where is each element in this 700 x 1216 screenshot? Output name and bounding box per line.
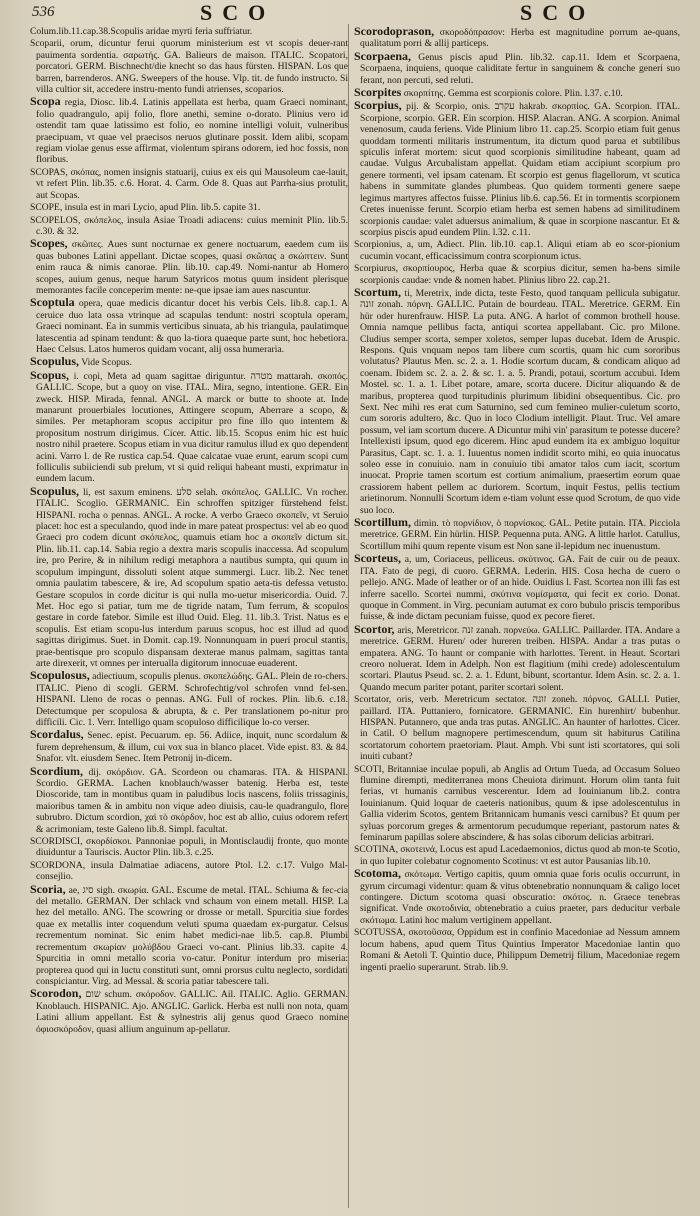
entry-headword: Scorodoprason, [354,26,435,38]
dictionary-entry [30,38,348,95]
running-head-right: SCO [520,0,596,25]
right-column [354,26,680,1206]
page-number: 536 [32,4,55,20]
dictionary-entry [354,26,680,50]
dictionary-entry [30,202,348,213]
entry-headword: Scopulosus, [30,668,90,683]
entry-headword: Scopulus, [30,354,80,369]
entry-text: pij. & Scorpio, onis. עקרב hakrab. σκορπίος. GA. Scorpion. ITAL. Scorpione, scorpio. GER. Ein scorpion. HISP. Alacran. ANG. A scorpion. Animal venenosum, cauda feriens. Vide Plinium libro 11. cap.25. Scorpio etiam fuit genus quoddam tormenti militaris instrumentum, ita dictum quod parua et subtilibus spiculis inferat mortem: sicut quod scorpionis similitudine habeant, quam ad caudae. Vulgus Arcubalistam appellat. Quidam etiam accipiunt scorpium pro genere tormenti, vel ipsam catenam. Et scorpio est genus flagellorum, vt scutica habens in summitate glandes plumbeas. Quo quidem tormenti genere saepe legimus martyres affectos fuisse. Plinius lib.6. cap.56. Et in tormentis scorpionem Cretes inuenisse ferunt. Scorpio etiam herba est semen habens ad similitudinem scorpionis caudae: valet aduersus animalium, & quae in scorpione nascantur. Et & scorpius piscis apud eundem Plin. l.32. c.11. [360,101,680,238]
dictionary-entry [354,553,680,622]
entry-text: i. copi, Meta ad quam sagittae diriguntur. מטרה mattarah. σκοπός. GALLIC. Scope, but a quoy on vise. ITAL. Mira, segno, intentione. GER. Ein zweck. HISP. Mirada, fennal. ANGL. A marck or butte to shoote at. Inde manarunt prouerbiales locutiones, Attingere scopum, Aberrare a scopo, & similes. Per metaphoram scopus accipitur pro fine illo quo intentem & propositum nostrum dirigimus. Cicer. Attic. lib.15. Scopus enim hic est huic nostro nihil praetere. Scopus etiam in vua dicitur ramulus illud ex quo dependent acini. Varro l. de Re rustica cap.54. Quae calcatae vuae erunt, earum scopi cum folliculis subiiciendi sub prelum, vt si quid reliqui habeant musti, exprimatur in eundem lacum. [36,370,348,485]
entry-text: Colum.lib.11.cap.38.Scopulis aridae myrti feria suffriatur. [30,26,253,37]
dictionary-entry [354,844,680,867]
dictionary-entry [354,284,680,516]
dictionary-entry [30,356,348,368]
entry-text: Scorpiurus, σκορπίουρος, Herba quae & scorpius dicitur, semen ha-bens simile scorpionis caudae: vnde & nomen habet. Plinius libro 22. cap.21. [354,263,680,286]
dictionary-entry [30,860,348,883]
entry-text: שום schum. σκόροδον. GALLIC. Ail. ITALIC. Aglio. GERMAN. Knoblauch. HISPANIC. Ajo. ANGLIC. Garlick. Herba est nulli non nota, quam Latini allium appellant. Est & sylnestris alij genus quod Graeco nomine ὀφιοσκόροδον, quasi allium anguinum ap-pellatur. [36,989,348,1035]
dictionary-entry [354,764,680,844]
entry-headword: Scorodon, [30,986,82,1001]
dictionary-entry [30,26,348,37]
entry-text: Vide Scopus. [81,357,132,369]
dictionary-entry [354,621,680,693]
dictionary-entry [30,483,348,670]
entry-text: SCOPAS, σκόπας, nomen insignis statuarij, cuius ex eis qui Mausoleum cae-lauit, vt refert Plin. lib.35. c.6. Horat. 4. Carm. Ode 8. Quas aut Parrha-sius protulit, aut Scopas. [30,166,348,201]
entry-headword: Scopes, [30,236,68,251]
entry-text: opera, quae medicis dicantur docet his verbis Cels. lib.8. cap.1. A ceruice duo lata ossa vtrinque ad scapulas tendunt: nostri scoptula operam, Graeci nominant. Ea in summis verticibus sinuata, ab his triangula, paulatimque latescentia ad spinam tendunt: & quo la-tiora quaeque parte sunt, hoc hebetiora. Haec Celsus. Latos humeros quidam vocant, alij ossa humeraria. [36,298,348,355]
dictionary-entry [30,988,348,1035]
entry-headword: Scopus, [30,367,70,382]
entry-text: Scorpionius, a, um, Adiect. Plin. lib.10. cap.1. Aliqui etiam ab eo scor-pionium cucumin vocant, efficacissimum contra scorpionum ictus. [354,239,680,262]
entry-headword: Scoria, [30,881,66,896]
dictionary-entry [30,96,348,165]
entry-headword: Scoptula [30,295,75,310]
entry-headword: Scordium, [30,763,84,778]
entry-text: Scoparii, orum, dicuntur ferui quorum ministerium est vt scopis deuer-rant pauimenta sordentia. σαρωτής. GA. Balieurs de maison. ITALIC. Scopatori, porcatori. GERM. Bischnecht/die knecht so das haus fürsten. HISPAN. Los que barren, barrenderos. ANG. Sweepers of the house. Vlp. tit. de fundo instructo. Si villa cultior sit, accedere instru-mento fundi atrienses, scoparios. [30,38,348,96]
page-header [0,0,700,28]
entry-text: SCORDONA, insula Dalmatiae adiacens, autore Ptol. l.2. c.17. Vulgo Mal-consejlio. [30,859,348,883]
entry-text: σκότωμα. Vertigo capitis, quum omnia quae foris oculis occurrunt, in gyrum circumagi videntur: quam & vitus obtenebratio nonnunquam & caligo locet contingere. Dictum scotoma quasi obscuratio: σκότος. n. Graece tenebras significat. Vnde σκοτοδινία, obtenebratio a cuius praeter, pars deducitur verbale σκότωμα. Latini hoc malum vertiginem appellant. [360,869,680,926]
dictionary-entry [354,694,680,762]
entry-text: ae, סיג sigh. σκωρία. GAL. Escume de metal. ITAL. Schiuma & fec-cia del metallo. GERMAN. Der schlack vnd schaum von einem metall. HISP. La hez del metallo. ANG. The scowring or drosse or metall. Spurcitia siue fordes quae ex metallis inter coquendum veluti spuma quaedam ex-purgatur. Celsus recrementum nominat. Sic enim habet medici-nae lib.5. cap.8. Plumbi recrementum σκωρίαν μολύβδου Graeci vo-cant. Plinius lib.33. capite 4. Spurcitia in omni metallo scoria vo-catur. Ponitur interdum pro miseria: propterea quod qui in luctu constituti sunt, omni prorsus cultu neglecto, sordidati conspiciantur. Virg. ad Messal. & scoria patiar tabescere tali. [36,884,348,987]
dictionary-entry [354,87,680,99]
entry-headword: Scorpaena, [354,48,411,63]
entry-text: adiectiuum, scopulis plenus. σκοπελώδης. GAL. Plein de ro-chers. ITALIC. Pieno di scogli. GERM. Schrofechtig/vol schrofen vnnd fel-sen. HISPANI. Lleno de rocas o pennas. ANG. Full of rockes. Plin. lib.6. c.18. Detectumque per scopulosa & abrupta, & c. Per translationem po-nitur pro difficili. Cic. 1. Verr. Intelligo quam scopuloso difficilique lo-co verser. [36,671,348,728]
dictionary-entry [354,517,680,552]
entry-headword: Scortillum, [354,515,411,530]
entry-text: aris, Meretricor. זנה zanah. πορνεύω. GALLIC. Paillarder. ITA. Andare a meretrice. GERM. Huren/ oder hureren treiben. HISPA. Andar a tras putas o empatera. ANG. To haunt or companie with harlottes. Terent. in Heaut. Scortari creoro noluerat. Idem in Adelph. Non est flagitium (mihi crede) adolescentulum scortari. Plautus Pseud. sc. 2. a. 1. Edunt, bibunt, scortantur. Idem Asin. sc. 2. a. 1. Quando mecum pariter potant, pariter scortari solent. [360,624,680,693]
entry-text: ti, Meretrix, inde dicta, teste Festo, quod tanquam pellicula subigatur. זונה zonah. πόρνη. GALLIC. Putain de bourdeau. ITAL. Meretrice. GERM. Ein hür oder hurenfrauw. HISP. La puta. ANG. A harlot of common brothell house. Omnia namque pellibus facta, antiqui scortea appellabant. Cic. pro Milone. Cludius semper scorta, semper xoletos, semper lupas ducebat. Idem de Aruspic. Respons. Quis vnquam nepos tam libere cum scortis, quam hic cum sororibus volutatus? Plautus Men. sc. 2. a. 1. Hodie scortum ducam, & condicam aliquo ad coenam. Ibidem sc. 2. a. 2. & sc. 1. a. 5. Prandi, potaui, scortum accubui. Idem Mostel. sc. 1. a. 1. Libet potare, amare, scorta ducere. Dicitur aliquando & de maribus, propterea quod turpitudinis plurimum libidini obsequentibus. Cic. pro Sext. Nec mihi res erat cum Saturnino, sed cum femineo mulier-culetum scorto, cum sororis adultero, &c. Quo in loco Clodium intelligit. Plaut. Truc. Vel amare possum, vel iam scortum ducere. A Dicuntur mihi vin' parasitum te potesse ducere? Intellexisti ipsum, quod ego dicerem. Hinc apud eundem ita ex ambiguo loquitur Parasitus, Capt. sc. 1. a. 1. Iuuentus nomen indidit scorto mihi, eo quia inuocatus soleo esse in conuiuio. nam in conuiuio tibi amator talos cum iacit, scortum inuocat. Proprie tamen scortum est cortium animalium, praesertim eorum quae crassiorem habent pellem ac duriorem. Scortum, inquit Festus, pellis tectium arietinorum. Nonnulli Scortum idem e-tiam volunt esse quod Scrotum, de quo vide suo loco. [360,287,680,516]
entry-text: Genus piscis apud Plin. lib.32. cap.11. Idem et Scorpaena, Scorpaena, inquiens, quoque caliditate fertur in sanguinem & conche generi suo ferant, non percuti, sed reluti. [360,51,680,86]
dictionary-entry [30,215,348,238]
entry-text: SCOTI, Britanniae inculae populi, ab Anglis ad Ortum Tueda, ad Occasum Solueo flumine dirempti, mediterranea mons Cheuiota dirimunt. Horum olim tanta fuit ferias, vt humanis carnibus vescerentur. Idem ad Iouinianum lib.2. contra Iouinianum. Quid loquar de caeteris nationibus, quum & ipse adolescentulus in Gallia viderim Scotos, gentem Britannicam humanis vesci carnibus? Et quum per syluas porcorum greges & armentorum pecudumque reperiant, pastorum nates & feminarum papillas solere abscindere, & has solas ciborum delicias arbitrari. [354,763,680,844]
entry-text: Senec. epist. Pecuarum. ep. 56. Adiice, inquit, nunc scordalum & furem deprehensum, & illum, cui vox sua in blanco placet. Vide epist. 83. & 84. Snafor. vlt. eiusdem Senec. Item Petronij in-dicem. [36,730,348,765]
dictionary-entry [30,836,348,859]
entry-headword: Scorpites [354,85,402,100]
dictionary-entry [30,167,348,201]
entry-text: li, est saxum eminens. סלע selah. σκόπελος. GALLIC. Vn rocher. ITALIC. Scoglio. GERMANIC. Ein schroffen spitziger fürstehend felst. HISPANI. rocha o pennas. ANGL. A rocke. A verbo Graeco σκοπεῖν, vt Seruio placet: hoc est a speculando, quod inde in mare pateat prospectus: vel ab eo quod Graeci pro codem dicunt σκόπελος, quamuis etiam hoc a σκοπεῖν dictum sit. Plin. lib.11. cap.14. Sabia regio a dextra maris scopulis inaccessa. Ad scopulum ire, pro Perire, & in nihilum redigi metaphora a nautibus sumpta, qui quum in scopulum impingunt, dissoluti solent atque summergi. Lucr. lib.2. Nec tenet omnia paulatim tabescere, & ire, Ad scopulum spatio aeta-tis defessa vetusto. Gestare scopulos in corde dicitur is qui nulla mo-uetur misericordia. Ouid. 7. Met. Hoc ego si patiar, tum me de tigride natam, Tum ferrum, & scopulos gestare in corde fatebor. Simile est illud Ouid. Eleg. 11. lib.3. Trist. Natus es e scopulis. Est etiam scopu-lus interdum paruus scopus, hoc est illud ad quod sagittas dirigimus. Suet. in Domit. cap.19. Nonnunquam in pueri procul stantis, prae-bentisque pro scopulo dispansam dexterae manus palmam, sagittas tanta arte direxerit, vt omnes per interualla digitorum innocuae euaderent. [36,486,348,669]
entry-headword: Scortor, [354,621,395,636]
entry-text: dij. σκόρδιον. GA. Scordeon ou chamaras. ITA. & HISPANI. Scordio. GERMA. Lachen knoblauch/wasser batenig. Herba est, teste Dioscoride, tam in montibus quam in paludibus locis nascens, foliis trissaginis, maioribus tamen & in ambitu non vique adeo diuisis, cau-le quadrangulo, flore subrubro. Dictum scordion, χαὶ τὸ σκόρδον, hoc est ab allio, cuius odorem refert & acrimoniam, teste Galeno lib.8. Simpl. facultat. [36,766,348,835]
dictionary-entry [354,263,680,286]
dictionary-entry [354,48,680,86]
entry-text: SCOTINA, σκοτεινά, Locus est apud Lacedaemonios, dictus quod ab mon-te Scotio, in quo Iupiter colebatur cognomento Scotinus: vt est autor Pausanias lib.10. [354,844,680,867]
entry-headword: Scortum, [354,284,401,299]
entry-headword: Scorteus, [354,551,401,566]
dictionary-entry [354,927,680,973]
entry-text: a, um, Coriaceus, pelliceus. σκύτινος. GA. Fait de cuir ou de peaux. ITA. Fato de pegi, di cuoro. GERMA. Lederin. HIS. Cosa hecha de cuero o pellejo. ANG. Made of leather or of an hide. Ouidius l. Fast. Scortea non illi fas est inferre sacello. Scortei nummi, σκύτινα νομίσματα, qui fecit ex corio. Donat. quoque in Comment. in Virg. pecuniam autumat ex coro bubulo priscis temporibus fuisse, & inde dictam pecuniam fuisse, quod ex pecore fieret. [360,554,680,623]
dictionary-entry [30,297,348,355]
dictionary-entry [30,729,348,764]
dictionary-entry [30,670,348,728]
entry-headword: Scordalus, [30,727,84,742]
dictionary-entry [354,239,680,262]
dictionary-entry [30,881,348,988]
dictionary-entry [354,100,680,238]
entry-headword: Scotoma, [354,866,401,881]
left-column [30,26,348,1206]
running-head-left: SCO [200,0,276,25]
entry-text: regia, Diosc. lib.4. Latinis appellata est herba, quam Graeci nominant, folio quadrangulo, apij folio, flore anethi, semine o-dorato. Plinius vero id ostendit tam quae latissimo est folio, eo nomine intelligi voluit, vulneribus praecipuam, vt quae vel praecisos neruos glutinare possit. Idem alibi, scopam regiam violae genus esse affirmat, violentum spirans odorem, ied hoc fossis, non floribus. [36,97,348,166]
entry-headword: Scopulus, [30,483,80,498]
dictionary-entry [30,367,348,485]
entry-text: dimin. τὸ πορνίδιον, ὁ πορνίσκος. GAL. Petite putain. ITA. Picciola meretrice. GERM. Ein hürlin. HISP. Pequenna puta. ANG. A little harlot. Catullus, Scortillum mihi quum repente visum est Non sane il-lepidum nec inuenustum. [360,518,680,552]
column-divider [348,24,349,1208]
dictionary-entry [30,238,348,296]
entry-text: SCOTUSSA, σκοτοῦσσα, Oppidum est in confinio Macedoniae ad Nessum amnem locum habens, apud quem Titus Quintius Imperator Macedoniae lantin quo Romani & Aetoli T. Quintio duce, Philippum Demetrij filium, Macedoniae regem ingenti praelio superarunt. Strab. lib.9. [354,927,680,973]
entry-headword: Scorpius, [354,98,402,113]
entry-text: σκοροδόπρασον: Herba est magnitudine porrum ae-quans, qualitatum porri & allij particeps. [360,27,680,50]
entry-text: SCOPE, insula est in mari Lycio, apud Plin. lib.5. capite 31. [30,202,261,214]
entry-text: σκῶπες. Aues sunt nocturnae ex genere noctuarum, eaedem cum iis quas bubones Latini appellant. Dictae scopes, quasi σκῶπας a σκώπτειν. Sunt enim rauca & nimis canorae. Plin. lib.10. cap.49. Nomi-nantur ab Homero scopes, auium genus, neque harum Satyricos motus quum insident plerisque memorantes facile conceperim mente: ne-que ipsae iam aues nascuntur. [36,239,348,296]
entry-text: σκορπίτης. Gemma est scorpionis colore. Plin. l.37. c.10. [403,88,623,100]
entry-text: Scortator, oris, verb. Meretricum sectator. זונה zoneh. πόρνος. GALLI. Putier, paillard. ITA. Puttaniero, fornicatore. GERMANIC. Ein hurenhirt/ bubenhur. HISPAN. Putannero, que anda tras putas. ANGLIC. An haunter of harlottes. Cicer. in Catil. O bellum magnopere pertimescendum, quum sit habiturus Catilina scortatorum cohortem praetoriam. Plaut. Amph. Vbi sunt isti scortatores, qui soli inuiti cubant? [354,694,680,763]
dictionary-entry [30,763,348,835]
entry-text: SCOPELOS, σκόπελος, insula Asiae Troadi adiacens: cuius meminit Plin. lib.5. c.30. & 32. [30,214,348,237]
entry-text: SCORDISCI, σκορδίσκοι. Pannoniae populi, in Montisclaudij fronte, quo monte diuiduntur a Tauriscis. Auctor Plin. lib.3. c.25. [30,836,348,859]
entry-headword: Scopa [30,94,61,109]
dictionary-entry [354,868,680,926]
